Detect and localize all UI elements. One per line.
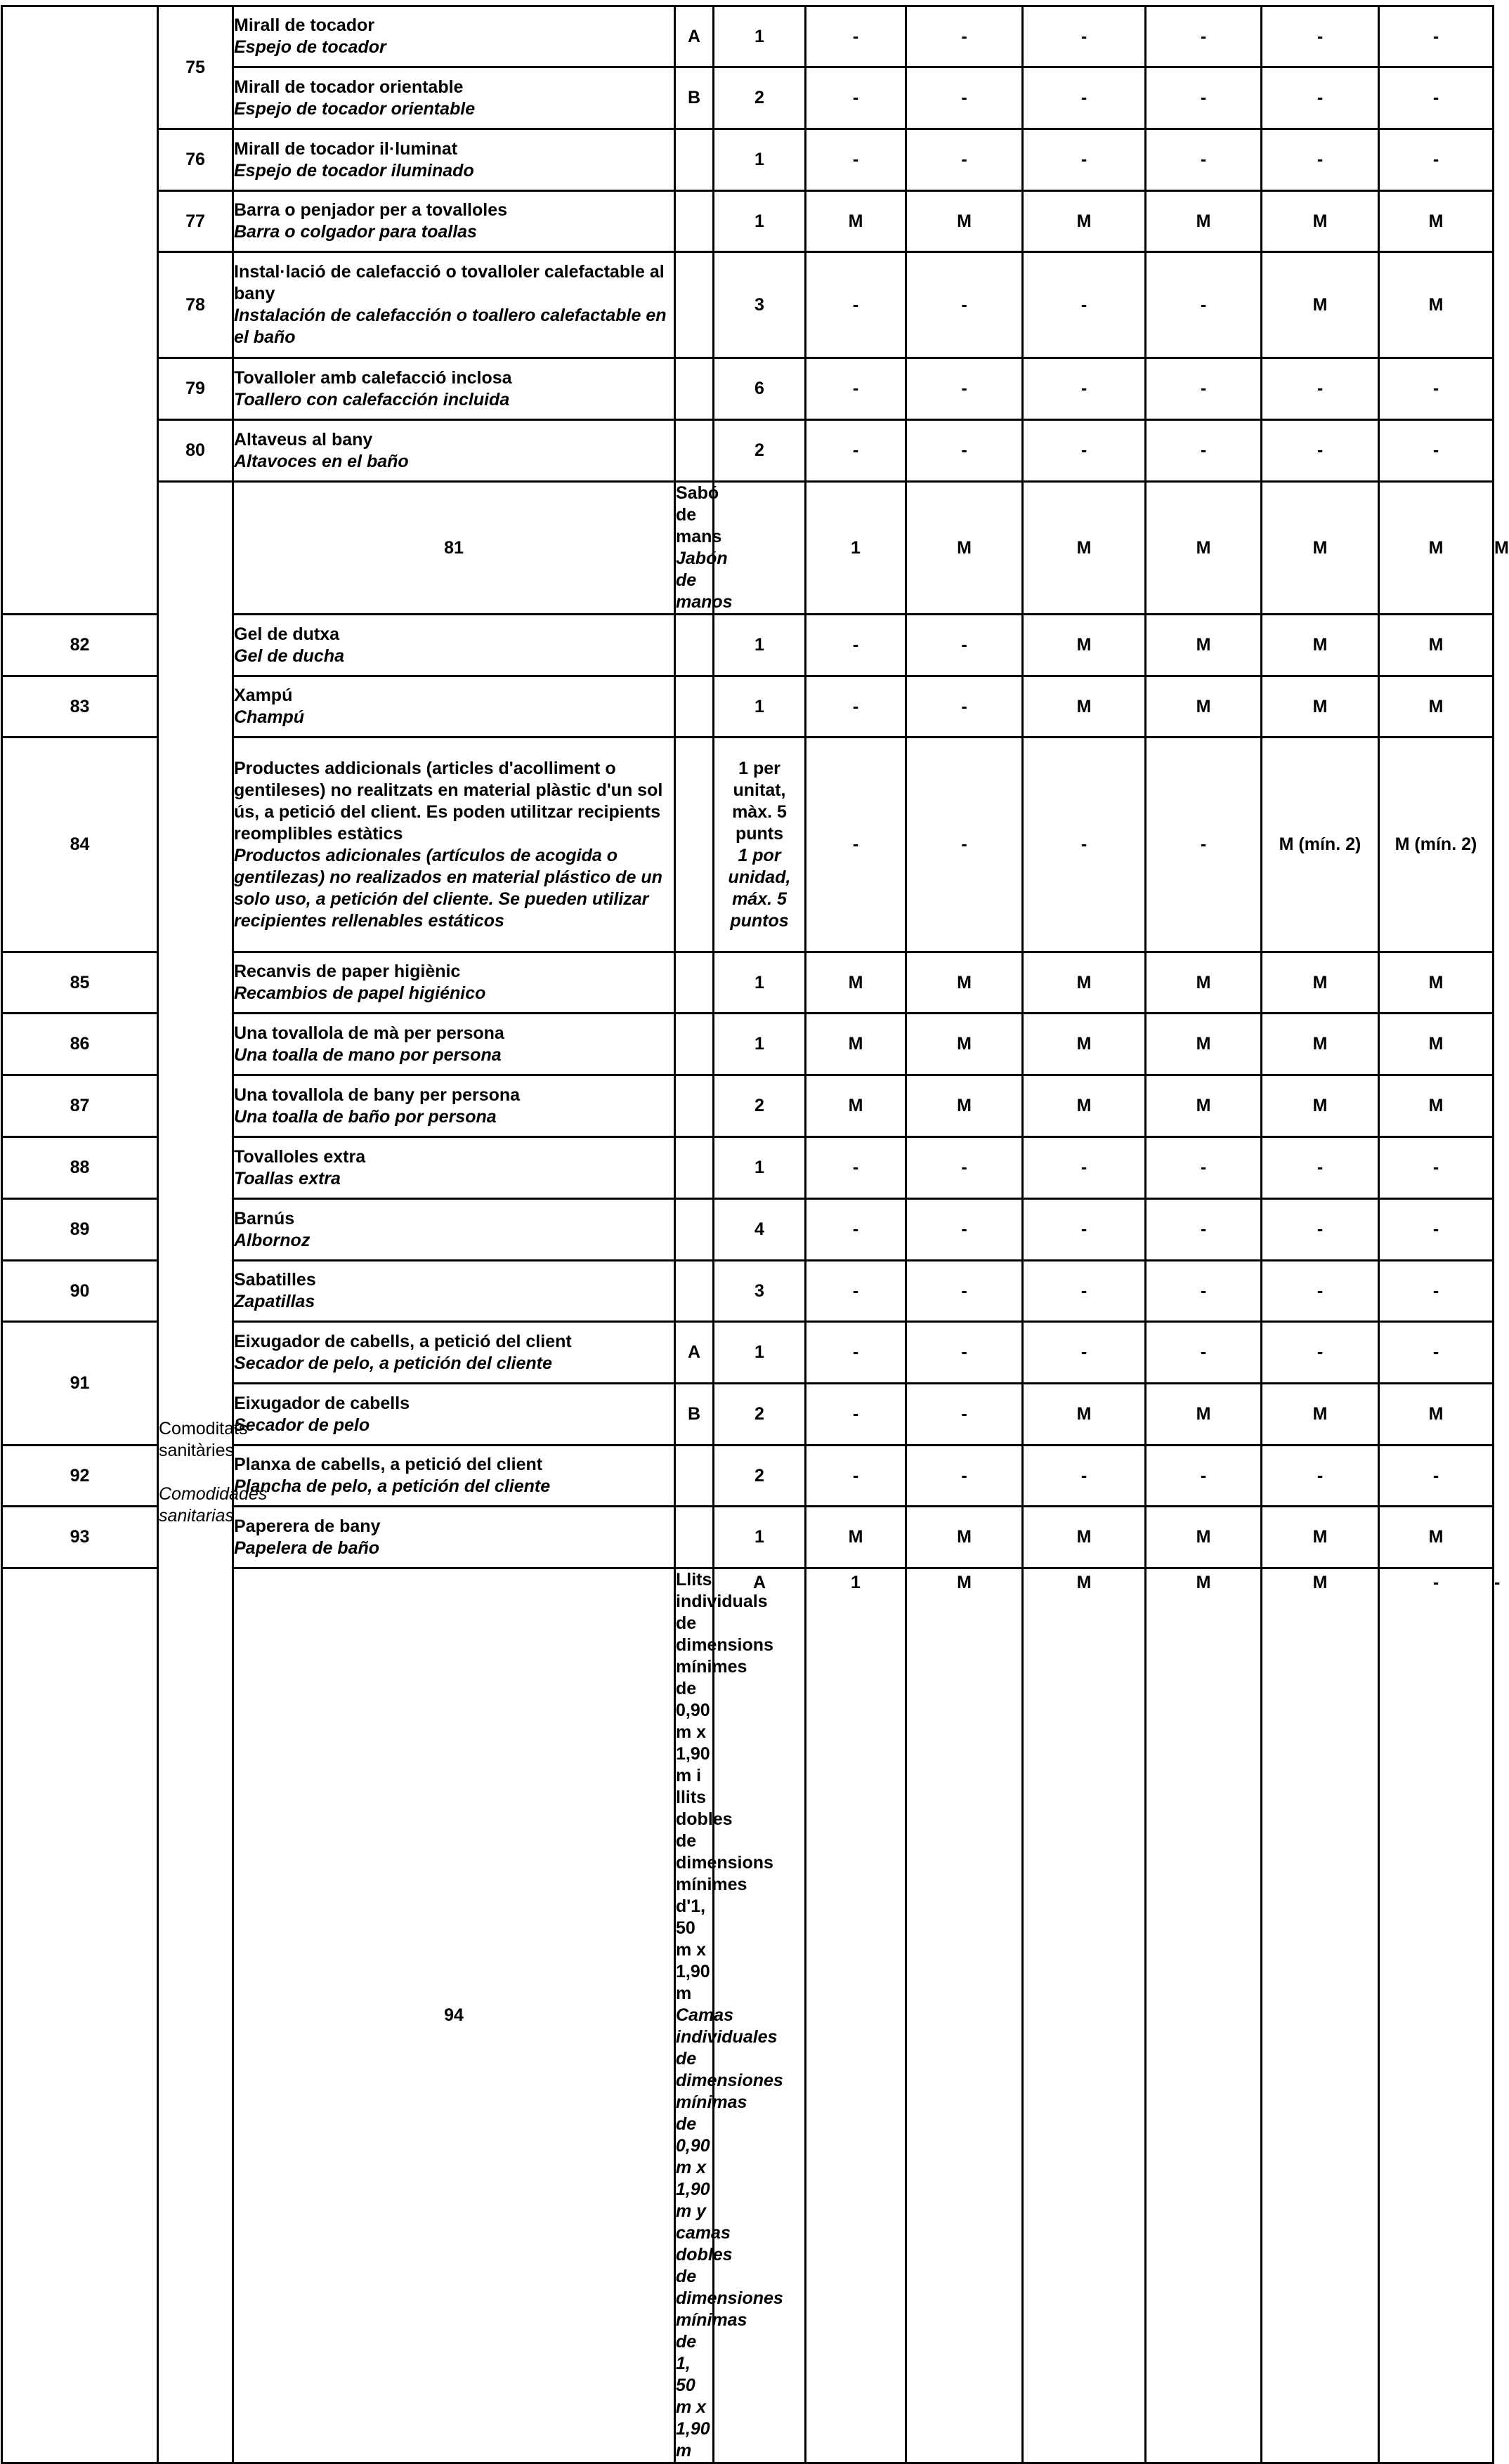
points-value: 2: [714, 1446, 806, 1507]
description-ca: Gel de dutxa: [234, 624, 340, 644]
requirement-cell: M: [1146, 1075, 1262, 1137]
requirement-cell: -: [1146, 252, 1262, 358]
requirement-cell: -: [1146, 1446, 1262, 1507]
item-description: [233, 1507, 675, 1568]
requirement-cell: -: [806, 252, 906, 358]
points-value: 3: [714, 1261, 806, 1322]
requirement-cell: -: [1262, 1137, 1379, 1199]
requirement-cell: M: [1023, 1014, 1146, 1075]
description-es: Gel de ducha: [234, 646, 344, 666]
requirement-cell: -: [906, 1199, 1023, 1261]
requirement-cell: M: [1023, 482, 1146, 615]
requirement-cell: -: [806, 615, 906, 676]
points-value: 2: [714, 67, 806, 129]
requirement-cell: M: [806, 1075, 906, 1137]
requirement-cell: -: [906, 615, 1023, 676]
requirement-cell: -: [1146, 358, 1262, 420]
requirement-cell: -: [906, 1137, 1023, 1199]
requirements-table: [1, 5, 1509, 2464]
description-es: Secador de pelo: [234, 1415, 370, 1435]
variant-letter: [675, 1507, 714, 1568]
requirement-cell: -: [1146, 67, 1262, 129]
requirement-cell: -: [1262, 1261, 1379, 1322]
variant-letter: [675, 252, 714, 358]
requirement-cell: -: [1023, 67, 1146, 129]
requirement-cell: M (mín. 2): [1262, 738, 1379, 952]
description-es: Recambios de papel higiénico: [234, 983, 486, 1003]
item-number: 93: [2, 1507, 158, 1568]
item-number: 92: [2, 1446, 158, 1507]
description-ca: Barra o penjador per a tovalloles: [234, 200, 508, 220]
description-ca: Una tovallola de mà per persona: [234, 1023, 504, 1043]
table-row: [2, 420, 1494, 482]
requirement-cell: M: [1023, 1384, 1146, 1446]
variant-letter: A: [675, 6, 714, 67]
requirement-cell: -: [906, 129, 1023, 191]
requirement-cell: -: [906, 738, 1023, 952]
item-description: [233, 252, 675, 358]
description-ca: Recanvis de paper higiènic: [234, 962, 461, 981]
description-ca: Productes addicionals (articles d'acolliment o gentileses) no realitzats en material plàstic d'un sol ús, a petició del client. Es poden utilitzar recipients reomplibles estàtics: [234, 758, 663, 844]
description-ca: Eixugador de cabells, a petició del client: [234, 1331, 572, 1351]
requirement-cell: -: [1146, 1137, 1262, 1199]
requirement-cell: -: [1262, 67, 1379, 129]
item-number: 76: [158, 129, 233, 191]
requirement-cell: M (mín. 2): [1379, 738, 1494, 952]
requirement-cell: M: [1379, 1075, 1494, 1137]
requirement-cell: M: [1262, 1507, 1379, 1568]
description-ca: Tovalloler amb calefacció inclosa: [234, 367, 512, 388]
table-body: [2, 6, 1509, 2463]
item-number: 78: [158, 252, 233, 358]
item-number: 85: [2, 952, 158, 1014]
requirement-cell: -: [1262, 420, 1379, 482]
points-value: 1: [806, 482, 906, 615]
item-number: 87: [2, 1075, 158, 1137]
requirement-cell: M: [1262, 1384, 1379, 1446]
requirement-cell: -: [806, 1199, 906, 1261]
requirement-cell: -: [806, 420, 906, 482]
requirement-cell: M: [1379, 676, 1494, 738]
requirement-cell: -: [1023, 1322, 1146, 1384]
item-description: [233, 358, 675, 420]
requirement-cell: -: [906, 1446, 1023, 1507]
requirement-cell: -: [1023, 1446, 1146, 1507]
requirement-cell: M: [906, 191, 1023, 252]
requirement-cell: M: [1262, 482, 1379, 615]
requirement-cell: -: [1023, 129, 1146, 191]
requirement-cell: M: [1146, 676, 1262, 738]
requirement-cell: -: [1262, 129, 1379, 191]
description-ca: Tovalloles extra: [234, 1146, 366, 1167]
requirement-cell: M: [1262, 615, 1379, 676]
requirement-cell: -: [1262, 1446, 1379, 1507]
requirement-cell: -: [1023, 252, 1146, 358]
item-description: [233, 6, 675, 67]
requirement-cell: M: [906, 1075, 1023, 1137]
requirement-cell: M: [1379, 191, 1494, 252]
requirement-cell: -: [906, 676, 1023, 738]
requirement-cell: -: [806, 358, 906, 420]
variant-letter: [675, 1446, 714, 1507]
description-es: Una toalla de baño por persona: [234, 1106, 497, 1127]
description-ca: Planxa de cabells, a petició del client: [234, 1455, 543, 1474]
description-ca: Instal·lació de calefacció o tovalloler calefactable al bany: [234, 262, 665, 303]
requirement-cell: -: [1262, 6, 1379, 67]
variant-letter: A: [714, 1568, 806, 2463]
requirement-cell: -: [806, 1384, 906, 1446]
description-es: Espejo de tocador orientable: [234, 98, 476, 119]
requirement-cell: -: [806, 129, 906, 191]
item-number: 90: [2, 1261, 158, 1322]
requirement-cell: M: [1379, 252, 1494, 358]
points-value: 2: [714, 1384, 806, 1446]
requirement-cell: M: [1379, 615, 1494, 676]
points-value: 2: [714, 1075, 806, 1137]
description-es: Albornoz: [234, 1230, 311, 1250]
requirement-cell: -: [1262, 358, 1379, 420]
category-label-es: Comodidades sanitarias: [159, 1483, 268, 1526]
description-ca: Llits individuals de dimensions mínimes de 0,90 m x 1,90 m i llits dobles de dimensions mínimes d'1, 50 m x 1,90 m: [676, 1570, 773, 2003]
item-description: [233, 676, 675, 738]
requirement-cell: M: [1023, 191, 1146, 252]
requirement-cell: M: [1379, 952, 1494, 1014]
requirement-cell: -: [806, 67, 906, 129]
item-description: [233, 1446, 675, 1507]
requirement-cell: -: [1379, 129, 1494, 191]
requirement-cell: M: [1146, 952, 1262, 1014]
requirement-cell: -: [906, 67, 1023, 129]
requirement-cell: M: [1146, 1507, 1262, 1568]
requirement-cell: M: [1262, 1568, 1379, 2463]
requirement-cell: M: [1146, 1384, 1262, 1446]
description-es: Instalación de calefacción o toallero calefactable en el baño: [234, 306, 667, 347]
item-number: 75: [158, 6, 233, 129]
requirement-cell: M: [1023, 676, 1146, 738]
requirement-cell: -: [1023, 420, 1146, 482]
description-ca: Mirall de tocador: [234, 15, 375, 35]
requirement-cell: -: [906, 358, 1023, 420]
requirement-cell: -: [906, 420, 1023, 482]
points-value: 1: [714, 129, 806, 191]
variant-letter: [675, 129, 714, 191]
variant-letter: [675, 738, 714, 952]
variant-letter: [675, 420, 714, 482]
requirement-cell: -: [906, 252, 1023, 358]
requirement-cell: -: [906, 6, 1023, 67]
description-ca: Paperera de bany: [234, 1516, 381, 1536]
requirement-cell: -: [806, 676, 906, 738]
variant-letter: [675, 1137, 714, 1199]
item-description: [233, 738, 675, 952]
item-description: [233, 952, 675, 1014]
requirement-cell: -: [1146, 6, 1262, 67]
description-ca: Eixugador de cabells: [234, 1393, 410, 1413]
variant-letter: A: [675, 1322, 714, 1384]
points-value: 4: [714, 1199, 806, 1261]
description-es: Espejo de tocador iluminado: [234, 160, 474, 181]
item-number: 84: [2, 738, 158, 952]
requirement-cell: M: [1379, 1507, 1494, 1568]
description-es: Una toalla de mano por persona: [234, 1044, 502, 1065]
description-es: Toallero con calefacción incluida: [234, 389, 510, 409]
variant-letter: B: [675, 1384, 714, 1446]
points-value: 1: [714, 615, 806, 676]
points-text-ca: 1 per unitat, màx. 5 punts: [732, 758, 787, 844]
item-description: [233, 1261, 675, 1322]
item-description: [233, 615, 675, 676]
requirement-cell: M: [1146, 1568, 1262, 2463]
requirement-cell: -: [1146, 129, 1262, 191]
description-ca: Mirall de tocador orientable: [234, 77, 464, 97]
requirement-cell: -: [806, 1137, 906, 1199]
points-value: 1: [714, 952, 806, 1014]
item-description: [233, 67, 675, 129]
item-number: 94: [233, 1568, 675, 2463]
item-number: 91: [2, 1322, 158, 1446]
requirement-cell: -: [806, 6, 906, 67]
description-ca: Sabatilles: [234, 1270, 316, 1290]
requirement-cell: M: [906, 1014, 1023, 1075]
requirement-cell: M: [906, 1568, 1023, 2463]
requirement-cell: -: [1379, 1199, 1494, 1261]
requirement-cell: M: [1262, 191, 1379, 252]
item-number: 89: [2, 1199, 158, 1261]
requirement-cell: -: [1379, 1568, 1494, 2463]
requirement-cell: M: [806, 1014, 906, 1075]
variant-letter: [675, 1075, 714, 1137]
item-description: [233, 191, 675, 252]
points-value: 1: [806, 1568, 906, 2463]
item-description: [233, 1014, 675, 1075]
item-number: 88: [2, 1137, 158, 1199]
item-description: [675, 1568, 783, 2463]
category-cell-beds: [2, 1568, 158, 2463]
variant-letter: B: [675, 67, 714, 129]
requirement-cell: M: [1146, 615, 1262, 676]
description-ca: Barnús: [234, 1208, 295, 1228]
points-value: 1: [714, 1322, 806, 1384]
description-es: Champú: [234, 707, 304, 727]
requirement-cell: M: [1023, 1507, 1146, 1568]
table-row: 94 Llits individuals de dimensions mínimes de 0,90 m x 1,90 m i llits dobles de dimensions mínimes d'1, 50 m x 1,90 m Camas individuales de dimensiones mínimas de 0,90 m x 1,90 m y camas dobles de dimensiones mínimas de 1, 50 m x 1,90 m A 1 M M M M - -: [2, 1568, 1494, 2463]
requirement-cell: -: [906, 1322, 1023, 1384]
requirement-cell: -: [1023, 6, 1146, 67]
description-es: Toallas extra: [234, 1168, 341, 1188]
description-ca: Mirall de tocador il·luminat: [234, 138, 458, 159]
requirement-cell: -: [906, 1261, 1023, 1322]
item-number: 82: [2, 615, 158, 676]
item-description: [233, 420, 675, 482]
requirement-cell: M: [1262, 952, 1379, 1014]
item-number: 83: [2, 676, 158, 738]
requirement-cell: M: [906, 952, 1023, 1014]
requirement-cell: -: [806, 738, 906, 952]
variant-letter: [675, 1199, 714, 1261]
points-value: 1: [714, 676, 806, 738]
requirement-cell: -: [1379, 1261, 1494, 1322]
points-value: 3: [714, 252, 806, 358]
requirement-cell: -: [806, 1322, 906, 1384]
requirement-cell: -: [1146, 1199, 1262, 1261]
requirement-cell: -: [1262, 1322, 1379, 1384]
item-description: [233, 1322, 675, 1384]
requirement-cell: M: [1023, 615, 1146, 676]
item-number: 77: [158, 191, 233, 252]
description-es: Altavoces en el baño: [234, 451, 409, 471]
variant-letter: [675, 615, 714, 676]
description-es: Productos adicionales (artículos de acogida o gentilezas) no realizados en material plástico de un solo uso, a petición del cliente. Se pueden utilizar recipientes rellenables estáticos: [234, 845, 662, 931]
category-cell-bathroom: [2, 6, 158, 615]
requirement-cell: -: [1146, 1261, 1262, 1322]
requirement-cell: M: [1262, 252, 1379, 358]
item-description: [233, 1199, 675, 1261]
requirement-cell: M: [1146, 482, 1262, 615]
variant-letter: [675, 191, 714, 252]
requirement-cell: M: [906, 1507, 1023, 1568]
requirement-cell: -: [1146, 1322, 1262, 1384]
requirement-cell: -: [906, 1384, 1023, 1446]
table-row: [2, 358, 1494, 420]
item-number: 86: [2, 1014, 158, 1075]
requirement-cell: -: [1379, 420, 1494, 482]
requirement-cell: M: [1262, 1014, 1379, 1075]
variant-letter: [675, 1261, 714, 1322]
variant-letter: [675, 1014, 714, 1075]
requirement-cell: M: [906, 482, 1023, 615]
points-value: 2: [714, 420, 806, 482]
requirement-cell: M: [806, 1507, 906, 1568]
requirement-cell: -: [1023, 738, 1146, 952]
requirement-cell: M: [1379, 1384, 1494, 1446]
item-description: [233, 1137, 675, 1199]
requirement-cell: -: [1146, 420, 1262, 482]
requirement-cell: M: [1379, 482, 1494, 615]
requirement-cell: M: [1379, 1014, 1494, 1075]
requirement-cell: M: [1262, 676, 1379, 738]
points-value: 1: [714, 1507, 806, 1568]
requirement-cell: -: [1379, 1322, 1494, 1384]
description-es: Barra o colgador para toallas: [234, 222, 477, 242]
requirement-cell: -: [1379, 358, 1494, 420]
description-es: Papelera de baño: [234, 1538, 380, 1558]
description-es: Camas individuales de dimensiones mínimas de 0,90 m x 1,90 m y camas dobles de dimensiones mínimas de 1, 50 m x 1,90 m: [676, 2005, 783, 2460]
points-value: 1: [714, 191, 806, 252]
variant-letter: [675, 952, 714, 1014]
variant-letter: [675, 358, 714, 420]
requirement-cell: M: [1023, 1568, 1146, 2463]
requirement-cell: -: [1146, 738, 1262, 952]
requirement-cell: -: [1023, 1199, 1146, 1261]
requirement-cell: M: [1023, 1075, 1146, 1137]
requirement-cell: -: [1379, 6, 1494, 67]
points-value: 1: [714, 6, 806, 67]
points-text-es: 1 por unidad, máx. 5 puntos: [728, 845, 791, 931]
points-value: 1: [714, 1137, 806, 1199]
description-ca: Xampú: [234, 686, 293, 705]
table-row: [2, 129, 1494, 191]
item-number: 81: [233, 482, 675, 615]
requirement-cell: -: [1023, 358, 1146, 420]
description-es: Plancha de pelo, a petición del cliente: [234, 1476, 551, 1496]
description-ca: Altaveus al bany: [234, 429, 373, 450]
points-value: 6: [714, 358, 806, 420]
table-row: [2, 252, 1494, 358]
requirement-cell: M: [1146, 191, 1262, 252]
table-row: Comoditats sanitàries Comodidades sanitarias 81 Sabó de mans Jabón de manos 1 M M M M M M: [2, 482, 1494, 615]
category-label-ca: Comoditats sanitàries: [159, 1418, 248, 1460]
description-es: Espejo de tocador: [234, 37, 386, 57]
requirement-cell: -: [1023, 1137, 1146, 1199]
requirement-cell: -: [1379, 1446, 1494, 1507]
requirement-cell: -: [1023, 1261, 1146, 1322]
variant-letter: [675, 676, 714, 738]
item-description: [675, 482, 733, 615]
requirement-cell: -: [1262, 1199, 1379, 1261]
item-description: [233, 129, 675, 191]
requirement-cell: M: [1146, 1014, 1262, 1075]
description-ca: Una tovallola de bany per persona: [234, 1084, 521, 1105]
requirement-cell: M: [1023, 952, 1146, 1014]
description-es: Secador de pelo, a petición del cliente: [234, 1353, 552, 1373]
requirement-cell: -: [806, 1261, 906, 1322]
requirement-cell: -: [1379, 67, 1494, 129]
requirement-cell: -: [806, 1446, 906, 1507]
item-description: [233, 1384, 675, 1446]
item-description: [233, 1075, 675, 1137]
description-es: Jabón de manos: [676, 549, 733, 612]
description-es: Zapatillas: [234, 1292, 315, 1311]
requirement-cell: M: [806, 952, 906, 1014]
description-ca: Sabó de mans: [676, 483, 722, 546]
table-row: [2, 6, 1494, 67]
item-number: 80: [158, 420, 233, 482]
points-value: [714, 738, 806, 952]
requirement-cell: M: [1262, 1075, 1379, 1137]
table-row: [2, 191, 1494, 252]
item-number: 79: [158, 358, 233, 420]
requirement-cell: M: [806, 191, 906, 252]
requirement-cell: -: [1379, 1137, 1494, 1199]
points-value: 1: [714, 1014, 806, 1075]
